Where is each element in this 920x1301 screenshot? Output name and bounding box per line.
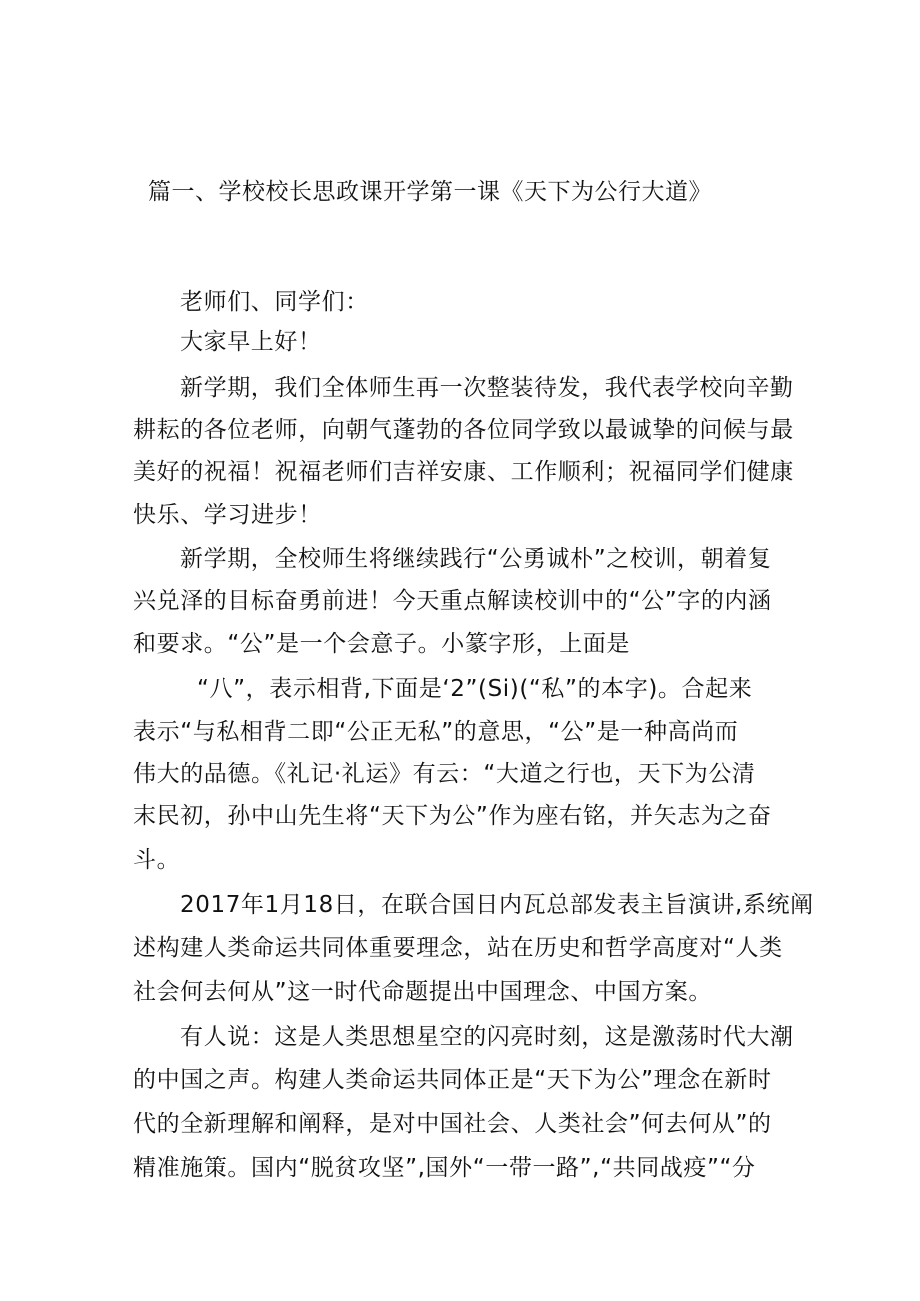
text-line: 末民初，孙中山先生将“天下为公”作为座右铭，并矢志为之奋 (133, 803, 772, 829)
text-line: 的中国之声。构建人类命运共同体正是“天下为公”理念在新时 (133, 1067, 772, 1093)
text-line: 代的全新理解和阐释，是对中国社会、人类社会”何去何从”的 (133, 1111, 772, 1137)
text-line: 伟大的品德。《礼记·礼运》有云：“大道之行也，天下为公清 (133, 761, 756, 787)
text-line: 兴兑泽的目标奋勇前进！今天重点解读校训中的“公”字的内涵 (133, 588, 772, 614)
text-line: 社会何去何从”这一时代命题提出中国理念、中国方案。 (133, 979, 712, 1005)
text-line: 精准施策。国内“脱贫攻坚”,国外“一带一路”,“共同战疫”“分 (133, 1155, 756, 1181)
text-line: 2017年1月18日，在联合国日内瓦总部发表主旨演讲,系统阐 (180, 892, 814, 918)
text-line: 新学期，我们全体师生再一次整装待发，我代表学校向辛勤 (180, 375, 794, 401)
text-line: 老师们、同学们： (180, 289, 369, 315)
text-line: 快乐、学习进步！ (133, 502, 322, 528)
text-line: 表示“与私相背二即“公正无私”的意思，“公”是一种高尚而 (133, 719, 739, 745)
text-line: 斗。 (133, 847, 181, 873)
text-line: 和要求。“公”是一个会意子。小篆字形，上面是 (133, 631, 631, 657)
text-line: 大家早上好！ (180, 329, 322, 355)
text-line: “八”，表示相背,下面是‘2”(Si)(“私”的本字)。合起来 (197, 676, 753, 702)
text-line: 新学期，全校师生将继续践行“公勇诚朴”之校训，朝着复 (180, 546, 772, 572)
text-line: 耕耘的各位老师，向朝气蓬勃的各位同学致以最诚挚的问候与最 (133, 417, 794, 443)
text-line: 有人说：这是人类思想星空的闪亮时刻，这是激荡时代大潮 (180, 1024, 794, 1050)
text-line: 美好的祝福！祝福老师们吉祥安康、工作顺利；祝福同学们健康 (133, 459, 794, 485)
document-title: 篇一、学校校长思政课开学第一课《天下为公行大道》 (148, 179, 712, 205)
text-line: 述构建人类命运共同体重要理念，站在历史和哲学高度对“人类 (133, 935, 783, 961)
